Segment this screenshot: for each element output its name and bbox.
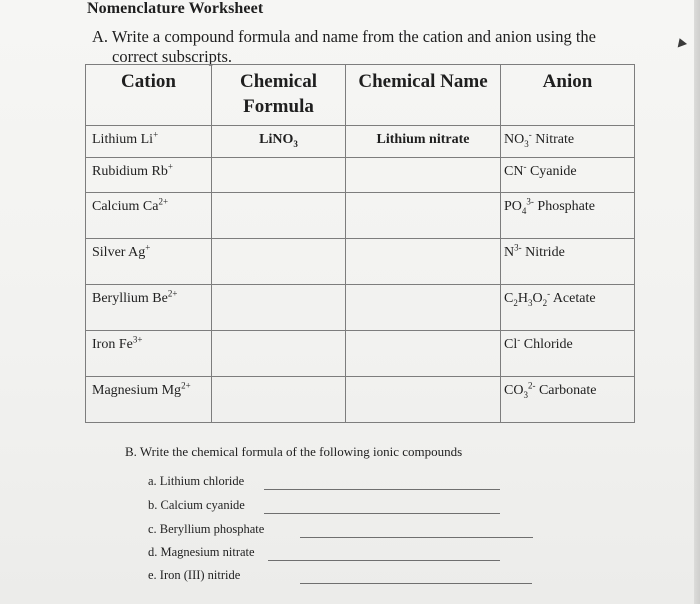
header-chemical-formula: Chemical Formula xyxy=(212,65,346,126)
chemical-name-text: Lithium nitrate xyxy=(376,132,470,147)
anion-charge: 2- xyxy=(527,380,536,391)
anion-subscript: 2 xyxy=(542,297,548,308)
answer-line[interactable] xyxy=(268,560,500,561)
answer-line[interactable] xyxy=(264,489,500,490)
anion-text: $CO_3^{2-}$ Carbonate xyxy=(504,380,597,400)
cation-cell xyxy=(86,285,212,331)
cation-charge: 2+ xyxy=(158,196,169,207)
formula-cell[interactable] xyxy=(212,239,346,285)
cation-charge: 2+ xyxy=(181,380,191,391)
anion-cell xyxy=(501,239,635,285)
anion-cell xyxy=(501,285,635,331)
formula-subscript: 3 xyxy=(293,138,298,149)
anion-text: $N^{3-}$ Nitride xyxy=(504,242,565,260)
answer-line[interactable] xyxy=(300,537,533,538)
anion-subscript: 3 xyxy=(524,138,529,149)
cation-cell xyxy=(86,377,212,423)
chemical-name-cell[interactable] xyxy=(346,285,501,331)
chemical-name-cell[interactable] xyxy=(346,158,501,193)
chemical-name-cell[interactable] xyxy=(346,193,501,239)
chemical-name-cell[interactable] xyxy=(346,331,501,377)
section-a-line-2: correct subscripts. xyxy=(112,47,233,66)
worksheet-title: Nomenclature Worksheet xyxy=(87,0,264,17)
anion-cell xyxy=(501,331,635,377)
cation-cell xyxy=(86,126,212,158)
cation-text: Calcium $Ca^{2+}$ xyxy=(92,196,169,214)
anion-text: $NO_3^-$ Nitrate xyxy=(504,129,575,149)
anion-subscript: 2 xyxy=(513,297,518,308)
formula-text: LiNO$_3$ xyxy=(259,132,298,149)
chemical-name-cell[interactable] xyxy=(346,239,501,285)
cation-charge: + xyxy=(167,161,173,172)
cation-charge: 3+ xyxy=(132,334,143,345)
anion-cell xyxy=(501,126,635,158)
table-row xyxy=(86,285,635,331)
page-edge xyxy=(694,0,700,604)
section-a-line-1: A. Write a compound formula and name from the cation and anion using the xyxy=(92,27,596,46)
anion-subscript: 3 xyxy=(527,297,533,308)
header-anion: Anion xyxy=(501,65,635,126)
cation-text: Magnesium $Mg^{2+}$ xyxy=(92,380,191,398)
anion-subscript: 4 xyxy=(521,205,527,216)
formula-cell[interactable] xyxy=(212,285,346,331)
question-item: d. Magnesium nitrate xyxy=(148,545,255,559)
header-chemical-name: Chemical Name xyxy=(346,65,501,126)
table-row xyxy=(86,239,635,285)
anion-cell xyxy=(501,158,635,193)
anion-charge: - xyxy=(528,129,532,140)
anion-text: $PO_4^{3-}$ Phosphate xyxy=(504,196,595,216)
answer-line[interactable] xyxy=(264,513,500,514)
section-b-heading: B. Write the chemical formula of the following ionic compounds xyxy=(125,444,463,459)
table-row xyxy=(86,331,635,377)
formula-cell[interactable] xyxy=(212,193,346,239)
anion-charge: 3- xyxy=(514,242,522,253)
cation-cell xyxy=(86,239,212,285)
cation-charge: 2+ xyxy=(167,288,178,299)
cation-text: Rubidium Rb+ xyxy=(92,161,173,179)
table-row xyxy=(86,126,635,158)
question-item: e. Iron (III) nitride xyxy=(148,568,241,582)
cation-charge: + xyxy=(145,242,151,253)
answer-line[interactable] xyxy=(300,583,532,584)
anion-charge: - xyxy=(547,288,551,299)
header-cation: Cation xyxy=(86,65,212,126)
anion-cell xyxy=(501,193,635,239)
anion-subscript: 3 xyxy=(523,389,528,400)
table-row xyxy=(86,377,635,423)
anion-text: $C_2H_3O_2^-$ Acetate xyxy=(504,288,596,308)
nomenclature-table xyxy=(85,64,635,423)
chemical-name-cell[interactable] xyxy=(346,377,501,423)
cation-cell xyxy=(86,193,212,239)
formula-cell[interactable] xyxy=(212,377,346,423)
section-a-instructions xyxy=(92,27,612,67)
cation-text: Lithium Li+ xyxy=(92,129,159,147)
anion-cell xyxy=(501,377,635,423)
question-item: c. Beryllium phosphate xyxy=(148,522,265,536)
table-row xyxy=(86,193,635,239)
question-item: a. Lithium chloride xyxy=(148,474,245,488)
formula-cell[interactable] xyxy=(212,126,346,158)
question-item: b. Calcium cyanide xyxy=(148,498,245,512)
anion-charge: 3- xyxy=(526,196,534,207)
chemical-name-cell[interactable] xyxy=(346,126,501,158)
cation-text: Silver Ag+ xyxy=(92,242,151,260)
anion-text: CN- Cyanide xyxy=(504,161,577,179)
table-header-row xyxy=(86,65,635,126)
cation-text: Beryllium $Be^{2+}$ xyxy=(92,288,178,306)
formula-cell[interactable] xyxy=(212,331,346,377)
anion-charge: - xyxy=(517,334,521,345)
cation-text: Iron $Fe^{3+}$ xyxy=(92,334,143,352)
anion-charge: - xyxy=(523,161,527,172)
cation-cell xyxy=(86,331,212,377)
formula-cell[interactable] xyxy=(212,158,346,193)
anion-text: Cl- Chloride xyxy=(504,334,573,352)
table-row xyxy=(86,158,635,193)
cation-cell xyxy=(86,158,212,193)
cation-charge: + xyxy=(153,129,159,140)
